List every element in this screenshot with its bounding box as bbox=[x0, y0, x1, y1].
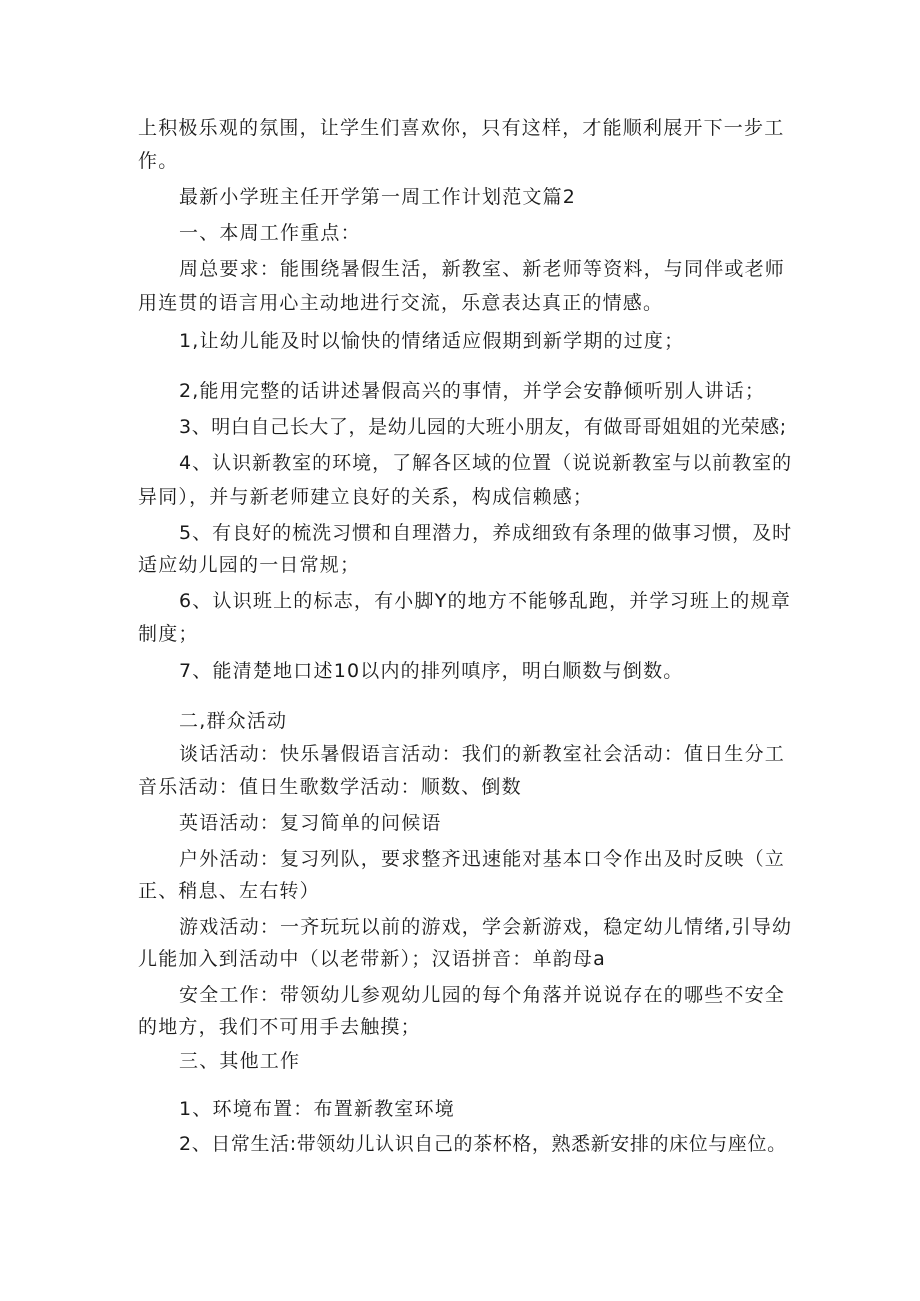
text-line: 儿能加入到活动中（以老带新）；汉语拼音：单韵母a bbox=[138, 948, 606, 970]
text-line: 游戏活动：一齐玩玩以前的游戏，学会新游戏，稳定幼儿情绪,引导幼 bbox=[179, 916, 793, 938]
list-item: 7、能清楚地口述10以内的排列嗔序，明白顺数与倒数。 bbox=[179, 660, 684, 682]
text-line: 英语活动：复习简单的问候语 bbox=[179, 812, 442, 834]
text-line: 上积极乐观的氛围，让学生们喜欢你，只有这样，才能顺利展开下一步工 bbox=[138, 117, 785, 139]
list-item: 1,让幼儿能及时以愉快的情绪适应假期到新学期的过度； bbox=[179, 330, 685, 352]
text-line: 异同），并与新老师建立良好的关系，构成信赖感； bbox=[138, 486, 594, 508]
list-item: 2,能用完整的话讲述暑假高兴的事情，并学会安静倾听别人讲话； bbox=[179, 380, 766, 402]
list-item: 1、环境布置：布置新教室环境 bbox=[179, 1098, 455, 1120]
section-heading: 最新小学班主任开学第一周工作计划范文篇2 bbox=[179, 186, 577, 208]
text-line: 的地方，我们不可用手去触摸； bbox=[138, 1016, 421, 1038]
text-line: 正、稍息、左右转） bbox=[138, 880, 320, 902]
list-item: 3、明白自己长大了，是幼儿园的大班小朋友，有做哥哥姐姐的光荣感; bbox=[179, 416, 787, 438]
text-line: 音乐活动：值日生歌数学活动：顺数、倒数 bbox=[138, 776, 522, 798]
section-heading: 三、其他工作 bbox=[179, 1050, 301, 1072]
section-heading: 一、本周工作重点： bbox=[179, 222, 361, 244]
text-line: 谈话活动：快乐暑假语言活动：我们的新教室社会活动：值日生分工 bbox=[179, 743, 786, 765]
text-line: 制度； bbox=[138, 623, 199, 645]
list-item: 5、有良好的梳洗习惯和自理潜力，养成细致有条理的做事习惯，及时 bbox=[179, 522, 793, 544]
list-item: 2、日常生活:带领幼儿认识自己的茶杯格，熟悉新安排的床位与座位。 bbox=[179, 1133, 787, 1155]
text-line: 安全工作：带领幼儿参观幼儿园的每个角落并说说存在的哪些不安全 bbox=[179, 984, 786, 1006]
text-line: 作。 bbox=[138, 150, 179, 172]
section-heading: 二,群众活动 bbox=[179, 710, 288, 732]
text-line: 用连贯的语言用心主动地进行交流，乐意表达真正的情感。 bbox=[138, 292, 664, 314]
text-line: 适应幼儿园的一日常规； bbox=[138, 554, 361, 576]
text-line: 周总要求：能围绕暑假生活，新教室、新老师等资料，与同伴或老师 bbox=[179, 258, 786, 280]
text-line: 户外活动：复习列队，要求整齐迅速能对基本口令作出及时反映（立 bbox=[179, 848, 786, 870]
list-item: 6、认识班上的标志，有小脚Y的地方不能够乱跑，并学习班上的规章 bbox=[179, 590, 791, 612]
list-item: 4、认识新教室的环境，了解各区域的位置（说说新教室与以前教室的 bbox=[179, 452, 793, 474]
